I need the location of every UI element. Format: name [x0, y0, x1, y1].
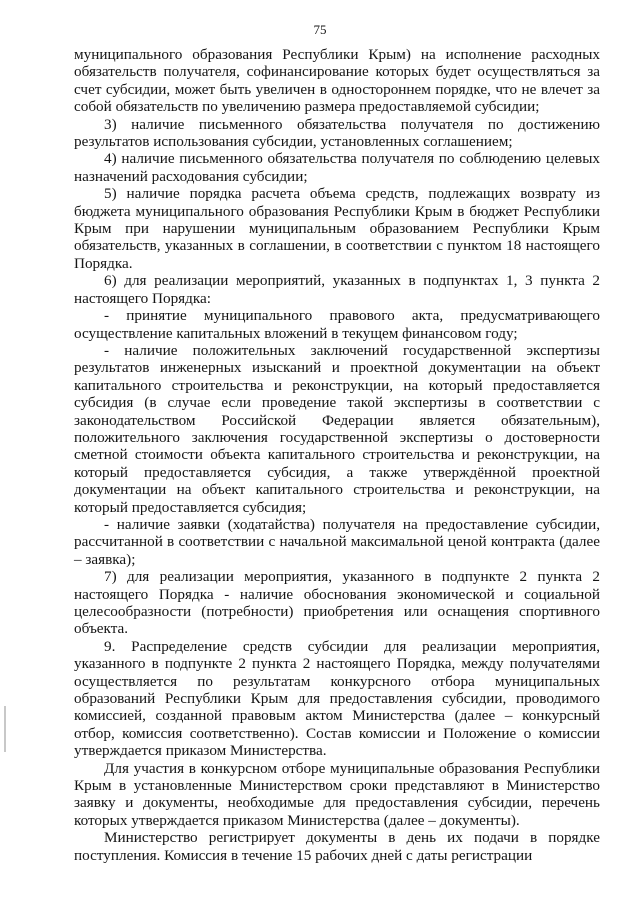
paragraph-continuation: муниципального образования Республики Крым) на исполнение расходных обязательств получателя, софинансирование которых будет осуществляться за счет субсидии, может быть увеличен в одностороннем порядке, что не влечет за собой обязательств по увеличению размера предоставляемой субсидии; — [74, 46, 600, 116]
paragraph-dash-3: - наличие заявки (ходатайства) получателя на предоставление субсидии, рассчитанной в соответствии с начальной максимальной ценой контракта (далее – заявка); — [74, 515, 600, 568]
paragraph-item-5: 5) наличие порядка расчета объема средств, подлежащих возврату из бюджета муниципального образования Республики Крым в бюджет Республики Крым при нарушении муниципальным образованием Республики Крым обязательств, указанных в соглашении, в соответствии с пунктом 18 настоящего Порядка. — [74, 185, 600, 272]
paragraph-item-4: 4) наличие письменного обязательства получателя по соблюдению целевых назначений расходования субсидии; — [74, 150, 600, 185]
page-number: 75 — [313, 22, 327, 37]
paragraph-item-6: 6) для реализации мероприятий, указанных в подпунктах 1, 3 пункта 2 настоящего Порядка: — [74, 272, 600, 307]
paragraph-dash-1: - принятие муниципального правового акта, предусматривающего осуществление капитальных вложений в текущем финансовом году; — [74, 307, 600, 342]
document-body — [74, 46, 600, 864]
paragraph-participation: Для участия в конкурсном отборе муниципальные образования Республики Крым в установленные Министерством сроки представляют в Министерство заявку и документы, необходимые для предоставления субсидии, перечень которых утверждается приказом Министерства (далее – документы). — [74, 759, 600, 829]
paragraph-item-7: 7) для реализации мероприятия, указанного в подпункте 2 пункта 2 настоящего Порядка - наличие обоснования экономической и социальной целесообразности (потребности) приобретения или оснащения спортивного объекта. — [74, 568, 600, 638]
paragraph-section-9: 9. Распределение средств субсидии для реализации мероприятия, указанного в подпункте 2 пункта 2 настоящего Порядка, между получателями осуществляется по результатам конкурсного отбора муниципальных образований Республики Крым для предоставления субсидии, проводимого комиссией, созданной правовым актом Министерства (далее – конкурсный отбор, комиссия соответственно). Состав комиссии и Положение о комиссии утверждается приказом Министерства. — [74, 637, 600, 760]
paragraph-registration: Министерство регистрирует документы в день их подачи в порядке поступления. Комиссия в течение 15 рабочих дней с даты регистрации — [74, 829, 600, 864]
paragraph-dash-2: - наличие положительных заключений государственной экспертизы результатов инженерных изысканий и проектной документации на объект капитального строительства и реконструкции, на который предоставляется субсидия (в случае если проведение такой экспертизы в соответствии с законодательством Российской Федерации является обязательным), положительного заключения государственной экспертизы о достоверности сметной стоимости объекта капитального строительства и реконструкции, на который предоставляется субсидия, а также утверждённой проектной документации на объект капитального строительства и реконструкции, на который предоставляется субсидия; — [74, 341, 600, 516]
scan-edge-mark — [4, 706, 6, 752]
paragraph-item-3: 3) наличие письменного обязательства получателя по достижению результатов использования субсидии, установленных соглашением; — [74, 115, 600, 151]
